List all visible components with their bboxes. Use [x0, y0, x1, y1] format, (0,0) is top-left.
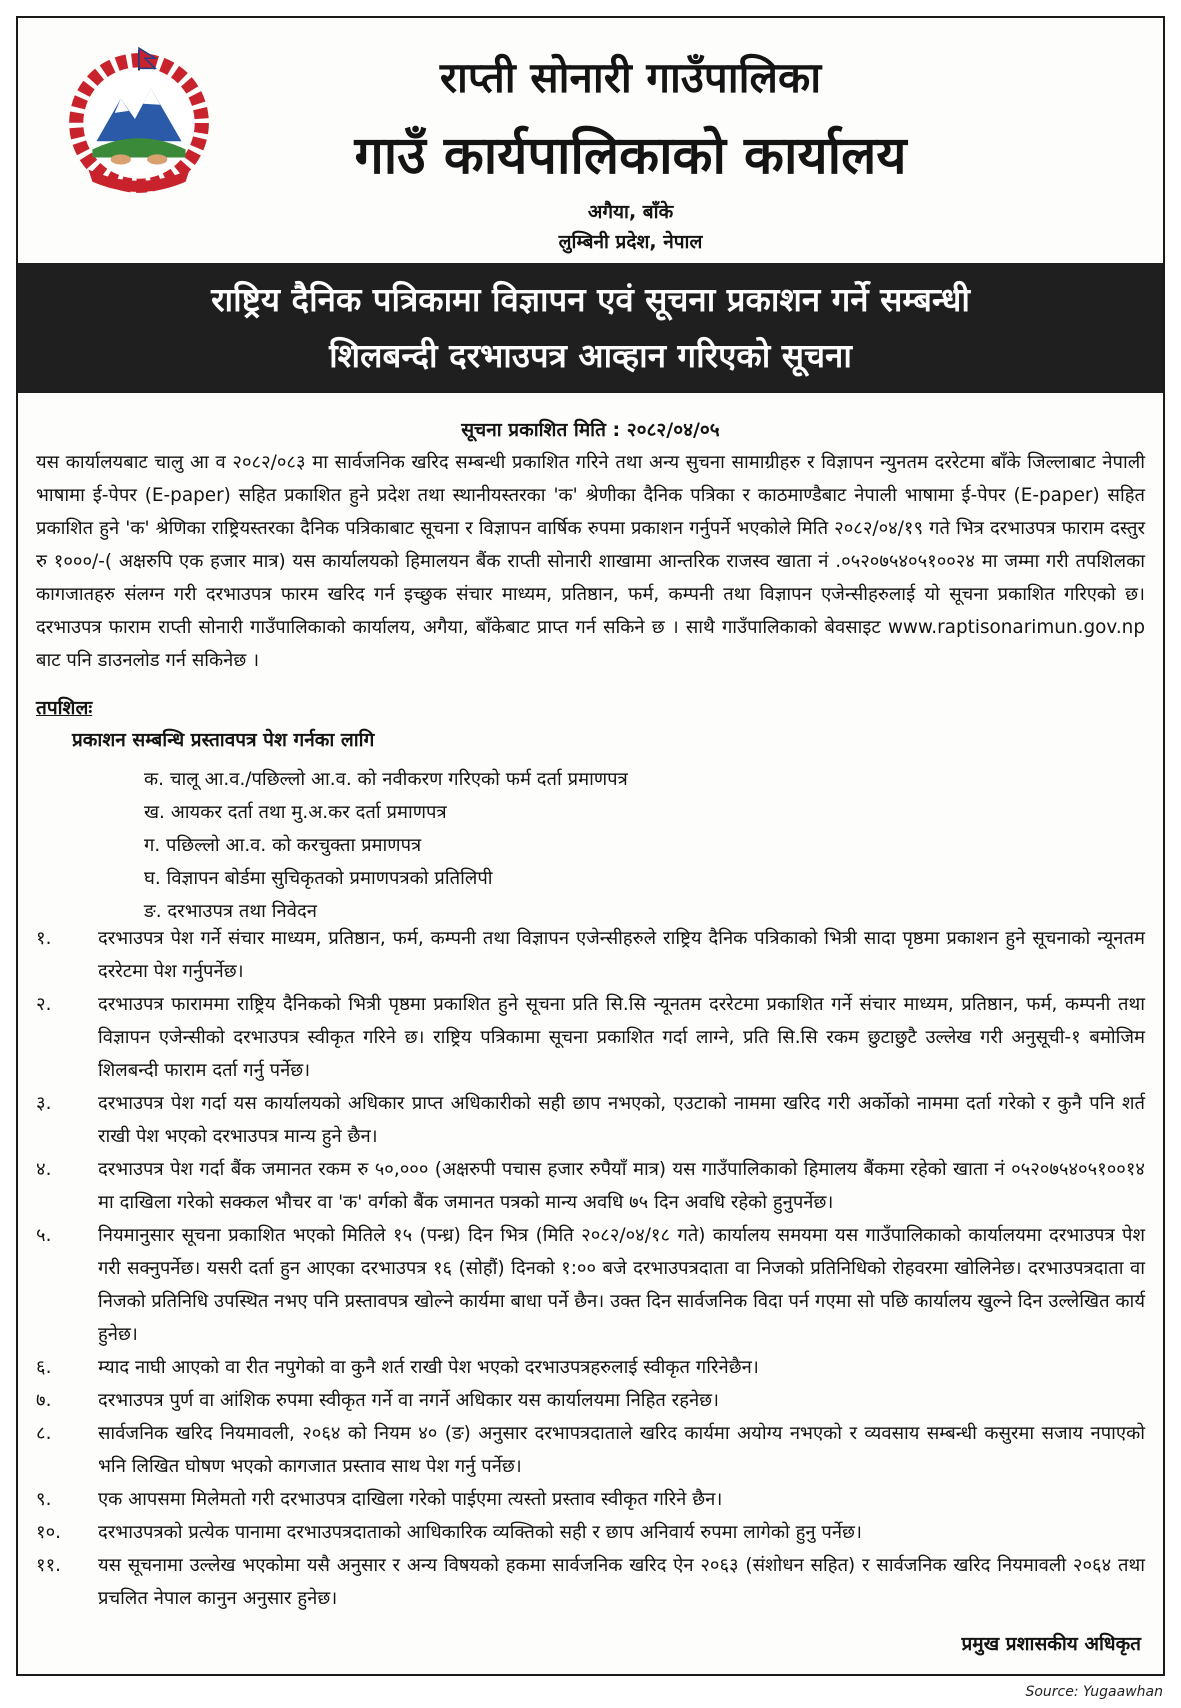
- condition-number: १.: [36, 928, 52, 949]
- notice-title-banner: [18, 263, 1163, 393]
- requirement-item: ङ. दरभाउपत्र तथा निवेदन: [144, 901, 317, 922]
- requirement-item: ग. पछिल्लो आ.व. को करचुक्ता प्रमाणपत्र: [144, 835, 422, 856]
- requirement-item: ख. आयकर दर्ता तथा मु.अ.कर दर्ता प्रमाणपत्र: [144, 802, 447, 823]
- address-line1: अगैया, बाँके: [587, 201, 674, 223]
- condition-text: एक आपसमा मिलेमतो गरी दरभाउपत्र दाखिला गरेको पाईएमा त्यस्तो प्रस्ताव स्वीकृत गरिने छैन।: [98, 1489, 723, 1510]
- condition-number: ४.: [36, 1159, 52, 1180]
- signatory-title: प्रमुख प्रशासकीय अधिकृत: [961, 1633, 1141, 1655]
- condition-item: [36, 1087, 1145, 1153]
- details-subheading: प्रकाशन सम्बन्धि प्रस्तावपत्र पेश गर्नका लागि: [72, 729, 375, 751]
- condition-text: दरभाउपत्र पुर्ण वा आंशिक रुपमा स्वीकृत गर्ने वा नगर्ने अधिकार यस कार्यालयमा निहित रहनेछ।: [98, 1390, 720, 1411]
- details-heading: तपशिलः: [36, 697, 93, 719]
- notice-title-line2: शिलबन्दी दरभाउपत्र आव्हान गरिएको सूचना: [329, 336, 852, 375]
- requirements-list: [144, 763, 628, 928]
- condition-number: ११.: [36, 1555, 61, 1576]
- condition-item: [36, 1351, 1145, 1384]
- requirement-item: घ. विज्ञापन बोर्डमा सुचिकृतको प्रमाणपत्रको प्रतिलिपी: [144, 868, 493, 889]
- condition-text: दरभाउपत्रको प्रत्येक पानामा दरभाउपत्रदाताको आधिकारिक व्यक्तिको सही र छाप अनिवार्य रुपमा लागेको हुनु पर्नेछ।: [98, 1522, 862, 1543]
- condition-number: ६.: [36, 1357, 52, 1378]
- condition-item: [36, 1417, 1145, 1483]
- condition-text: नियमानुसार सूचना प्रकाशित भएको मितिले १५ (पन्ध्र) दिन भित्र (मिति २०८२/०४/१८ गते) कार्यालय समयमा यस गाउँपालिकाको कार्यालयमा दरभाउपत्र पेश गरी सक्नुपर्नेछ। यसरी दर्ता हुन आएका दरभाउपत्र १६ (सोहौं) दिनको १:०० बजे दरभाउपत्रदाता वा निजको प्रतिनिधिको रोहवरमा खोलिनेछ। दरभाउपत्रदाता वा निजको प्रतिनिधि उपस्थित नभए पनि प्रस्तावपत्र खोल्ने कार्यमा बाधा पर्ने छैन। उक्त दिन सार्वजनिक विदा पर्न गएमा सो पछि कार्यालय खुल्ने दिन उल्लेखित कार्य हुनेछ।: [98, 1225, 1145, 1345]
- condition-item: [36, 1219, 1145, 1351]
- condition-text: म्याद नाघी आएको वा रीत नपुगेको वा कुनै शर्त राखी पेश भएको दरभाउपत्रहरुलाई स्वीकृत गरिनेछैन।: [98, 1357, 759, 1378]
- condition-item: [36, 1516, 1145, 1549]
- source-credit: Source: Yugaawhan: [1025, 1684, 1163, 1700]
- condition-number: ३.: [36, 1093, 52, 1114]
- condition-text: दरभाउपत्र फाराममा राष्ट्रिय दैनिकको भित्री पृष्ठमा प्रकाशित हुने सूचना प्रति सि.सि न्यूनतम दररेटमा प्रकाशित गर्ने संचार माध्यम, प्रतिष्ठान, फर्म, कम्पनी तथा विज्ञापन एजेन्सीको दरभाउपत्र स्वीकृत गरिने छ। राष्ट्रिय पत्रिकामा सूचना प्रकाशित गर्दा लाग्ने, प्रति सि.सि रकम छुटाछुटै उल्लेख गरी अनुसूची-१ बमोजिम शिलबन्दी फाराम दर्ता गर्नु पर्नेछ।: [98, 994, 1145, 1081]
- condition-text: यस सूचनामा उल्लेख भएकोमा यसै अनुसार र अन्य विषयको हकमा सार्वजनिक खरिद ऐन २०६३ (संशोधन सहित) र सार्वजनिक खरिद नियमावली २०६४ तथा प्रचलित नेपाल कानुन अनुसार हुनेछ।: [98, 1555, 1145, 1609]
- condition-text: सार्वजनिक खरिद नियमावली, २०६४ को नियम ४० (ङ) अनुसार दरभापत्रदाताले खरिद कार्यमा अयोग्य नभएको र व्यवसाय सम्बन्धी कसुरमा सजाय नपाएको भनि लिखित घोषण भएको कागजात प्रस्ताव साथ पेश गर्नु पर्नेछ।: [98, 1423, 1145, 1477]
- municipality-name: राप्ती सोनारी गाउँपालिका: [439, 53, 822, 102]
- condition-item: [36, 988, 1145, 1087]
- requirement-item: क. चालू आ.व./पछिल्लो आ.व. को नवीकरण गरिएको फर्म दर्ता प्रमाणपत्र: [144, 769, 628, 790]
- conditions-list: [36, 922, 1145, 1615]
- condition-text: दरभाउपत्र पेश गर्दा बैंक जमानत रकम रु ५०,००० (अक्षरुपी पचास हजार रुपैयाँ मात्र) यस गाउँपालिकाको हिमालय बैंकमा रहेको खाता नं ०५२०७५४०५१००१४ मा दाखिला गरेको सक्कल भौचर वा 'क' वर्गको बैंक जमानत पत्रको मान्य अवधि ७५ दिन अवधि रहेको हुनुपर्नेछ।: [98, 1159, 1145, 1213]
- address-line2: लुम्बिनी प्रदेश, नेपाल: [558, 231, 703, 253]
- condition-item: [36, 1153, 1145, 1219]
- notice-page: [16, 16, 1165, 1676]
- condition-number: ९.: [36, 1489, 52, 1510]
- condition-number: १०.: [36, 1522, 61, 1543]
- condition-number: ८.: [36, 1423, 52, 1444]
- notice-title-line1: राष्ट्रिय दैनिक पत्रिकामा विज्ञापन एवं सूचना प्रकाशन गर्ने सम्बन्धी: [211, 280, 970, 319]
- condition-text: दरभाउपत्र पेश गर्दा यस कार्यालयको अधिकार प्राप्त अधिकारीको सही छाप नभएको, एउटाको नाममा खरिद गरी अर्कोको नाममा दर्ता गरेको र कुनै पनि शर्त राखी पेश भएको दरभाउपत्र मान्य हुने छैन।: [98, 1093, 1145, 1147]
- intro-paragraph: यस कार्यालयबाट चालु आ व २०८२/०८३ मा सार्वजनिक खरिद सम्बन्धी प्रकाशित गरिने तथा अन्य सुचना सामाग्रीहरु र विज्ञापन न्युनतम दररेटमा बाँके जिल्लाबाट नेपाली भाषामा ई-पेपर (E-paper) सहित प्रकाशित हुने प्रदेश तथा स्थानीयस्तरका 'क' श्रेणीका दैनिक पत्रिका र काठमाण्डैबाट नेपाली भाषामा ई-पेपर (E-paper) सहित प्रकाशित हुने 'क' श्रेणिका राष्ट्रियस्तरका दैनिक पत्रिकाबाट सूचना र विज्ञापन वार्षिक रुपमा प्रकाशन गर्नुपर्ने भएकोले मिति २०८२/०४/१९ गते भित्र दरभाउपत्र फाराम दस्तुर रु १०००/-( अक्षरुपि एक हजार मात्र) यस कार्यालयको हिमालयन बैंक राप्ती सोनारी शाखामा आन्तरिक राजस्व खाता नं .०५२०७५४०५१००२४ मा जम्मा गरी तपशिलका कागजातहरु संलग्न गरी दरभाउपत्र फारम खरिद गर्न इच्छुक संचार माध्यम, प्रतिष्ठान, फर्म, कम्पनी तथा विज्ञापन एजेन्सीहरुलाई यो सूचना प्रकाशित गरिएको छ। दरभाउपत्र फाराम राप्ती सोनारी गाउँपालिकाको कार्यालय, अगैया, बाँकेबाट प्राप्त गर्न सकिने छ । साथै गाउँपालिकाको बेवसाइट www.raptisonarimun.gov.np बाट पनि डाउनलोड गर्न सकिनेछ ।: [36, 452, 1145, 671]
- condition-item: [36, 922, 1145, 988]
- office-name: गाउँ कार्यपालिकाको कार्यालय: [354, 126, 907, 186]
- condition-item: [36, 1384, 1145, 1417]
- condition-number: २.: [36, 994, 52, 1015]
- publication-date: सूचना प्रकाशित मिति : २०८२/०४/०५: [461, 419, 720, 441]
- condition-item: [36, 1549, 1145, 1615]
- condition-number: ५.: [36, 1225, 52, 1246]
- condition-item: [36, 1483, 1145, 1516]
- condition-number: ७.: [36, 1390, 52, 1411]
- condition-text: दरभाउपत्र पेश गर्ने संचार माध्यम, प्रतिष्ठान, फर्म, कम्पनी तथा विज्ञापन एजेन्सीहरुले राष्ट्रिय दैनिक पत्रिकाको भित्री सादा पृष्ठमा प्रकाशन हुने सूचनाको न्यूनतम दररेटमा पेश गर्नुपर्नेछ।: [98, 928, 1145, 982]
